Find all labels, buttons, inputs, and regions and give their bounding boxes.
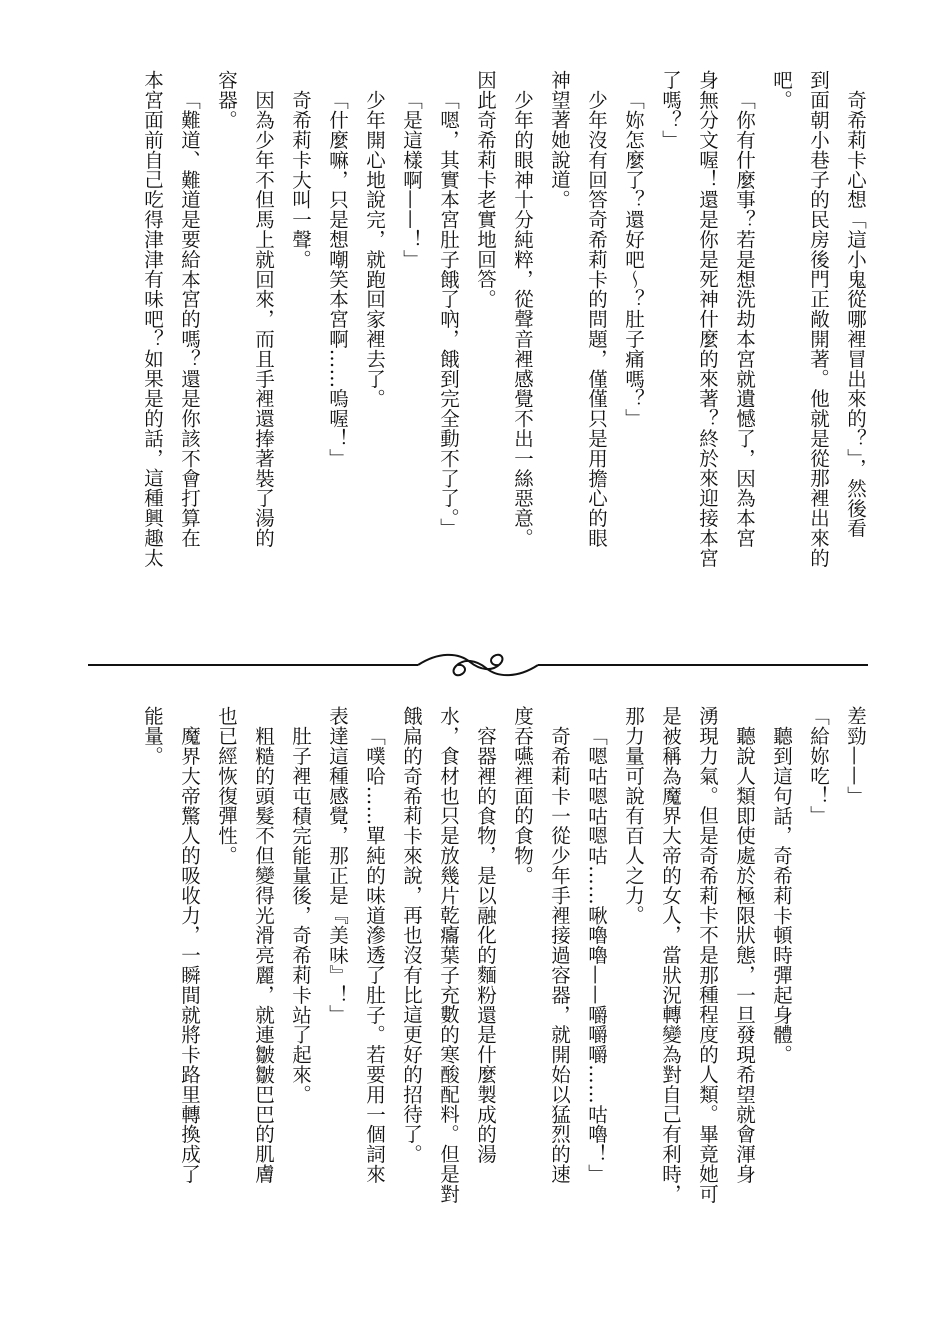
text-column: 身無分文喔！還是你是死神什麼的來著？終於來迎接本宮	[696, 70, 719, 568]
text-column: 「什麼嘛，只是想嘲笑本宮啊……嗚喔！」	[326, 90, 349, 469]
text-column: 因此奇希莉卡老實地回答。	[474, 70, 497, 309]
text-column: 少年沒有回答奇希莉卡的問題，僅僅只是用擔心的眼	[585, 90, 608, 548]
text-column: 因為少年不但馬上就回來，而且手裡還捧著裝了湯的	[252, 90, 275, 548]
text-column: 「是這樣啊——！」	[400, 90, 423, 270]
text-column: 吧。	[770, 70, 793, 110]
text-column: 度吞嚥裡面的食物。	[511, 706, 534, 886]
text-column: 「嗯咕嗯咕嗯咕……啾嚕嚕——嚼嚼嚼……咕嚕！」	[585, 726, 608, 1184]
text-column: 聽說人類即使處於極限狀態，一旦發現希望就會渾身	[733, 726, 756, 1184]
text-column: 容器裡的食物，是以融化的麵粉還是什麼製成的湯	[474, 726, 497, 1164]
text-column: 魔界大帝驚人的吸收力，一瞬間就將卡路里轉換成了	[178, 726, 201, 1184]
ornamental-divider	[88, 648, 868, 682]
text-column: 那力量可說有百人之力。	[622, 706, 645, 925]
text-column: 奇希莉卡一從少年手裡接過容器，就開始以猛烈的速	[548, 726, 571, 1184]
text-column: 容器。	[215, 70, 238, 130]
text-column: 「妳怎麼了？還好吧～？肚子痛嗎？」	[622, 90, 645, 429]
text-column: 「你有什麼事？若是想洗劫本宮就遺憾了，因為本宮	[733, 90, 756, 548]
text-column: 少年開心地說完，就跑回家裡去了。	[363, 90, 386, 409]
text-column: 奇希莉卡大叫一聲。	[289, 90, 312, 270]
text-column: 表達這種感覺，那正是『美味』！」	[326, 706, 349, 1025]
text-column: 奇希莉卡心想「這小鬼從哪裡冒出來的？」，然後看	[844, 90, 867, 538]
upper-text-block	[0, 0, 939, 650]
text-column: 「難道、難道是要給本宮的嗎？還是你該不會打算在	[178, 90, 201, 548]
text-column: 粗糙的頭髮不但變得光滑亮麗，就連皺皺巴巴的肌膚	[252, 726, 275, 1184]
text-column: 能量。	[141, 706, 164, 766]
text-column: 神望著她說道。	[548, 70, 571, 210]
text-column: 「給妳吃！」	[807, 706, 830, 826]
text-column: 聽到這句話，奇希莉卡頓時彈起身體。	[770, 726, 793, 1065]
text-column: 本宮面前自己吃得津津有味吧？如果是的話，這種興趣太	[141, 70, 164, 568]
text-column: 湧現力氣。但是奇希莉卡不是那種程度的人類。畢竟她可	[696, 706, 719, 1204]
lower-text-block	[0, 690, 939, 1331]
text-column: 也已經恢復彈性。	[215, 706, 238, 866]
text-column: 少年的眼神十分純粹，從聲音裡感覺不出一絲惡意。	[511, 90, 534, 548]
text-column: 肚子裡屯積完能量後，奇希莉卡站了起來。	[289, 726, 312, 1105]
text-column: 「嗯，其實本宮肚子餓了吶，餓到完全動不了了。」	[437, 90, 460, 538]
text-column: 水，食材也只是放幾片乾癟葉子充數的寒酸配料。但是對	[437, 706, 460, 1204]
text-column: 是被稱為魔界大帝的女人，當狀況轉變為對自己有利時，	[659, 706, 682, 1204]
text-column: 差勁——」	[844, 706, 867, 806]
text-column: 「噗哈……單純的味道滲透了肚子。若要用一個詞來	[363, 726, 386, 1184]
text-column: 了嗎？」	[659, 70, 682, 150]
text-column: 到面朝小巷子的民房後門正敞開著。他就是從那裡出來的	[807, 70, 830, 568]
text-column: 餓扁的奇希莉卡來說，再也沒有比這更好的招待了。	[400, 706, 423, 1164]
